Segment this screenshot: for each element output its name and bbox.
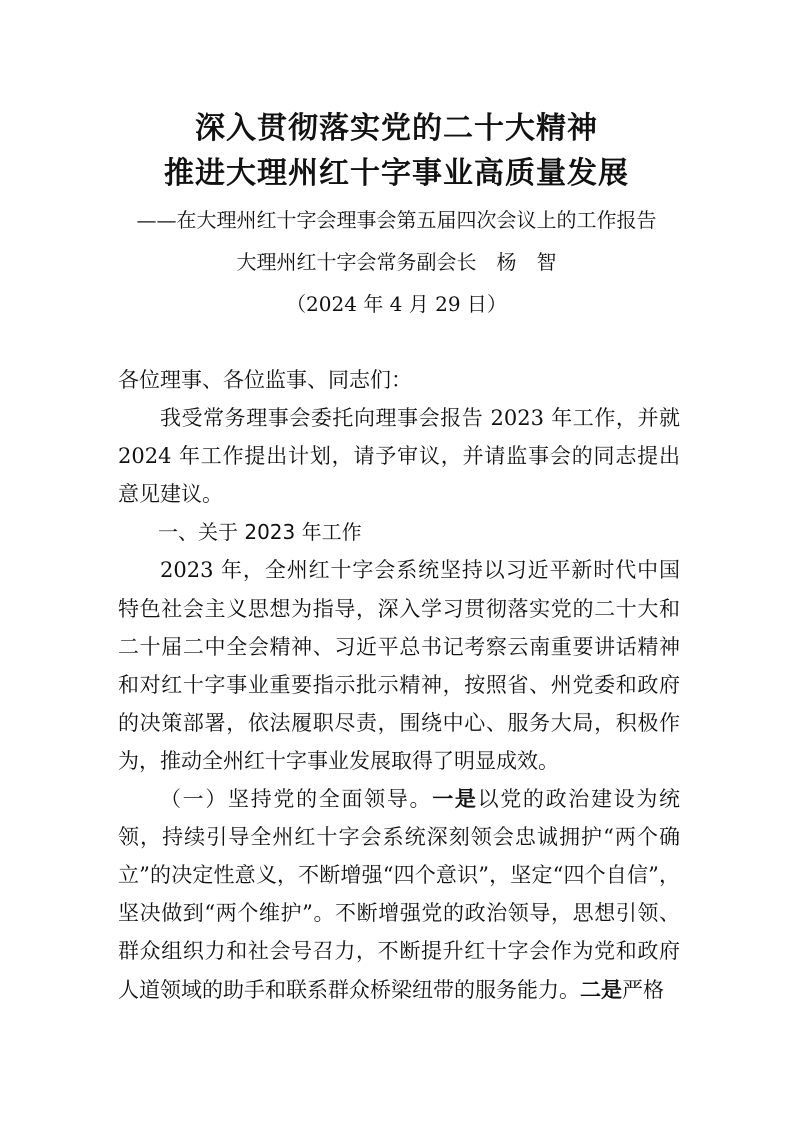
intro-paragraph: 我受常务理事会委托向理事会报告 2023 年工作，并就 2024 年工作提出计划，请予审议，并请监事会的同志提出意见建议。 [118, 406, 680, 507]
section-paragraph: 2023 年，全州红十字会系统坚持以习近平新时代中国特色社会主义思想为指导，深入学习贯彻落实党的二十大和二十届二中全会精神、习近平总书记考察云南重要讲话精神和对红十字事业重要指示批示精神，按照省、州党委和政府的决策部署，依法履职尽责，围绕中心、服务大局，积极作为，推动全州红十字事业发展取得了明显成效。 [118, 558, 680, 773]
salutation: 各位理事、各位监事、同志们： [118, 368, 412, 392]
title-line-2: 推进大理州红十字事业高质量发展 [164, 156, 629, 191]
author-line: 大理州红十字会常务副会长 杨 智 [236, 250, 557, 274]
subsection-heading: （一）坚持党的全面领导。 [160, 787, 433, 812]
subtitle: ——在大理州红十字会理事会第五届四次会议上的工作报告 [136, 208, 657, 232]
date-line: （2024 年 4 月 29 日） [286, 292, 507, 316]
report-body [118, 361, 680, 1009]
point-text-1: 以党的政治建设为统领，持续引导全州红十字会系统深刻领会忠诚拥护“两个确立”的决定性意义，不断增强“四个意识”，坚定“四个自信”，坚决做到“两个维护”。不断增强党的政治领导，思想引领、群众组织力和社会号召力，不断提升红十字会作为党和政府人道领域的助手和联系群众桥梁纽带的服务能力。 [118, 787, 681, 1002]
point-text-2: 严格 [622, 977, 664, 1002]
title-line-1: 深入贯彻落实党的二十大精神 [195, 111, 598, 146]
point-lead-2: 二是 [580, 976, 622, 1002]
subsection-paragraph [118, 780, 680, 1009]
section-heading: 一、关于 2023 年工作 [158, 520, 362, 545]
point-lead-1: 一是 [432, 786, 478, 812]
